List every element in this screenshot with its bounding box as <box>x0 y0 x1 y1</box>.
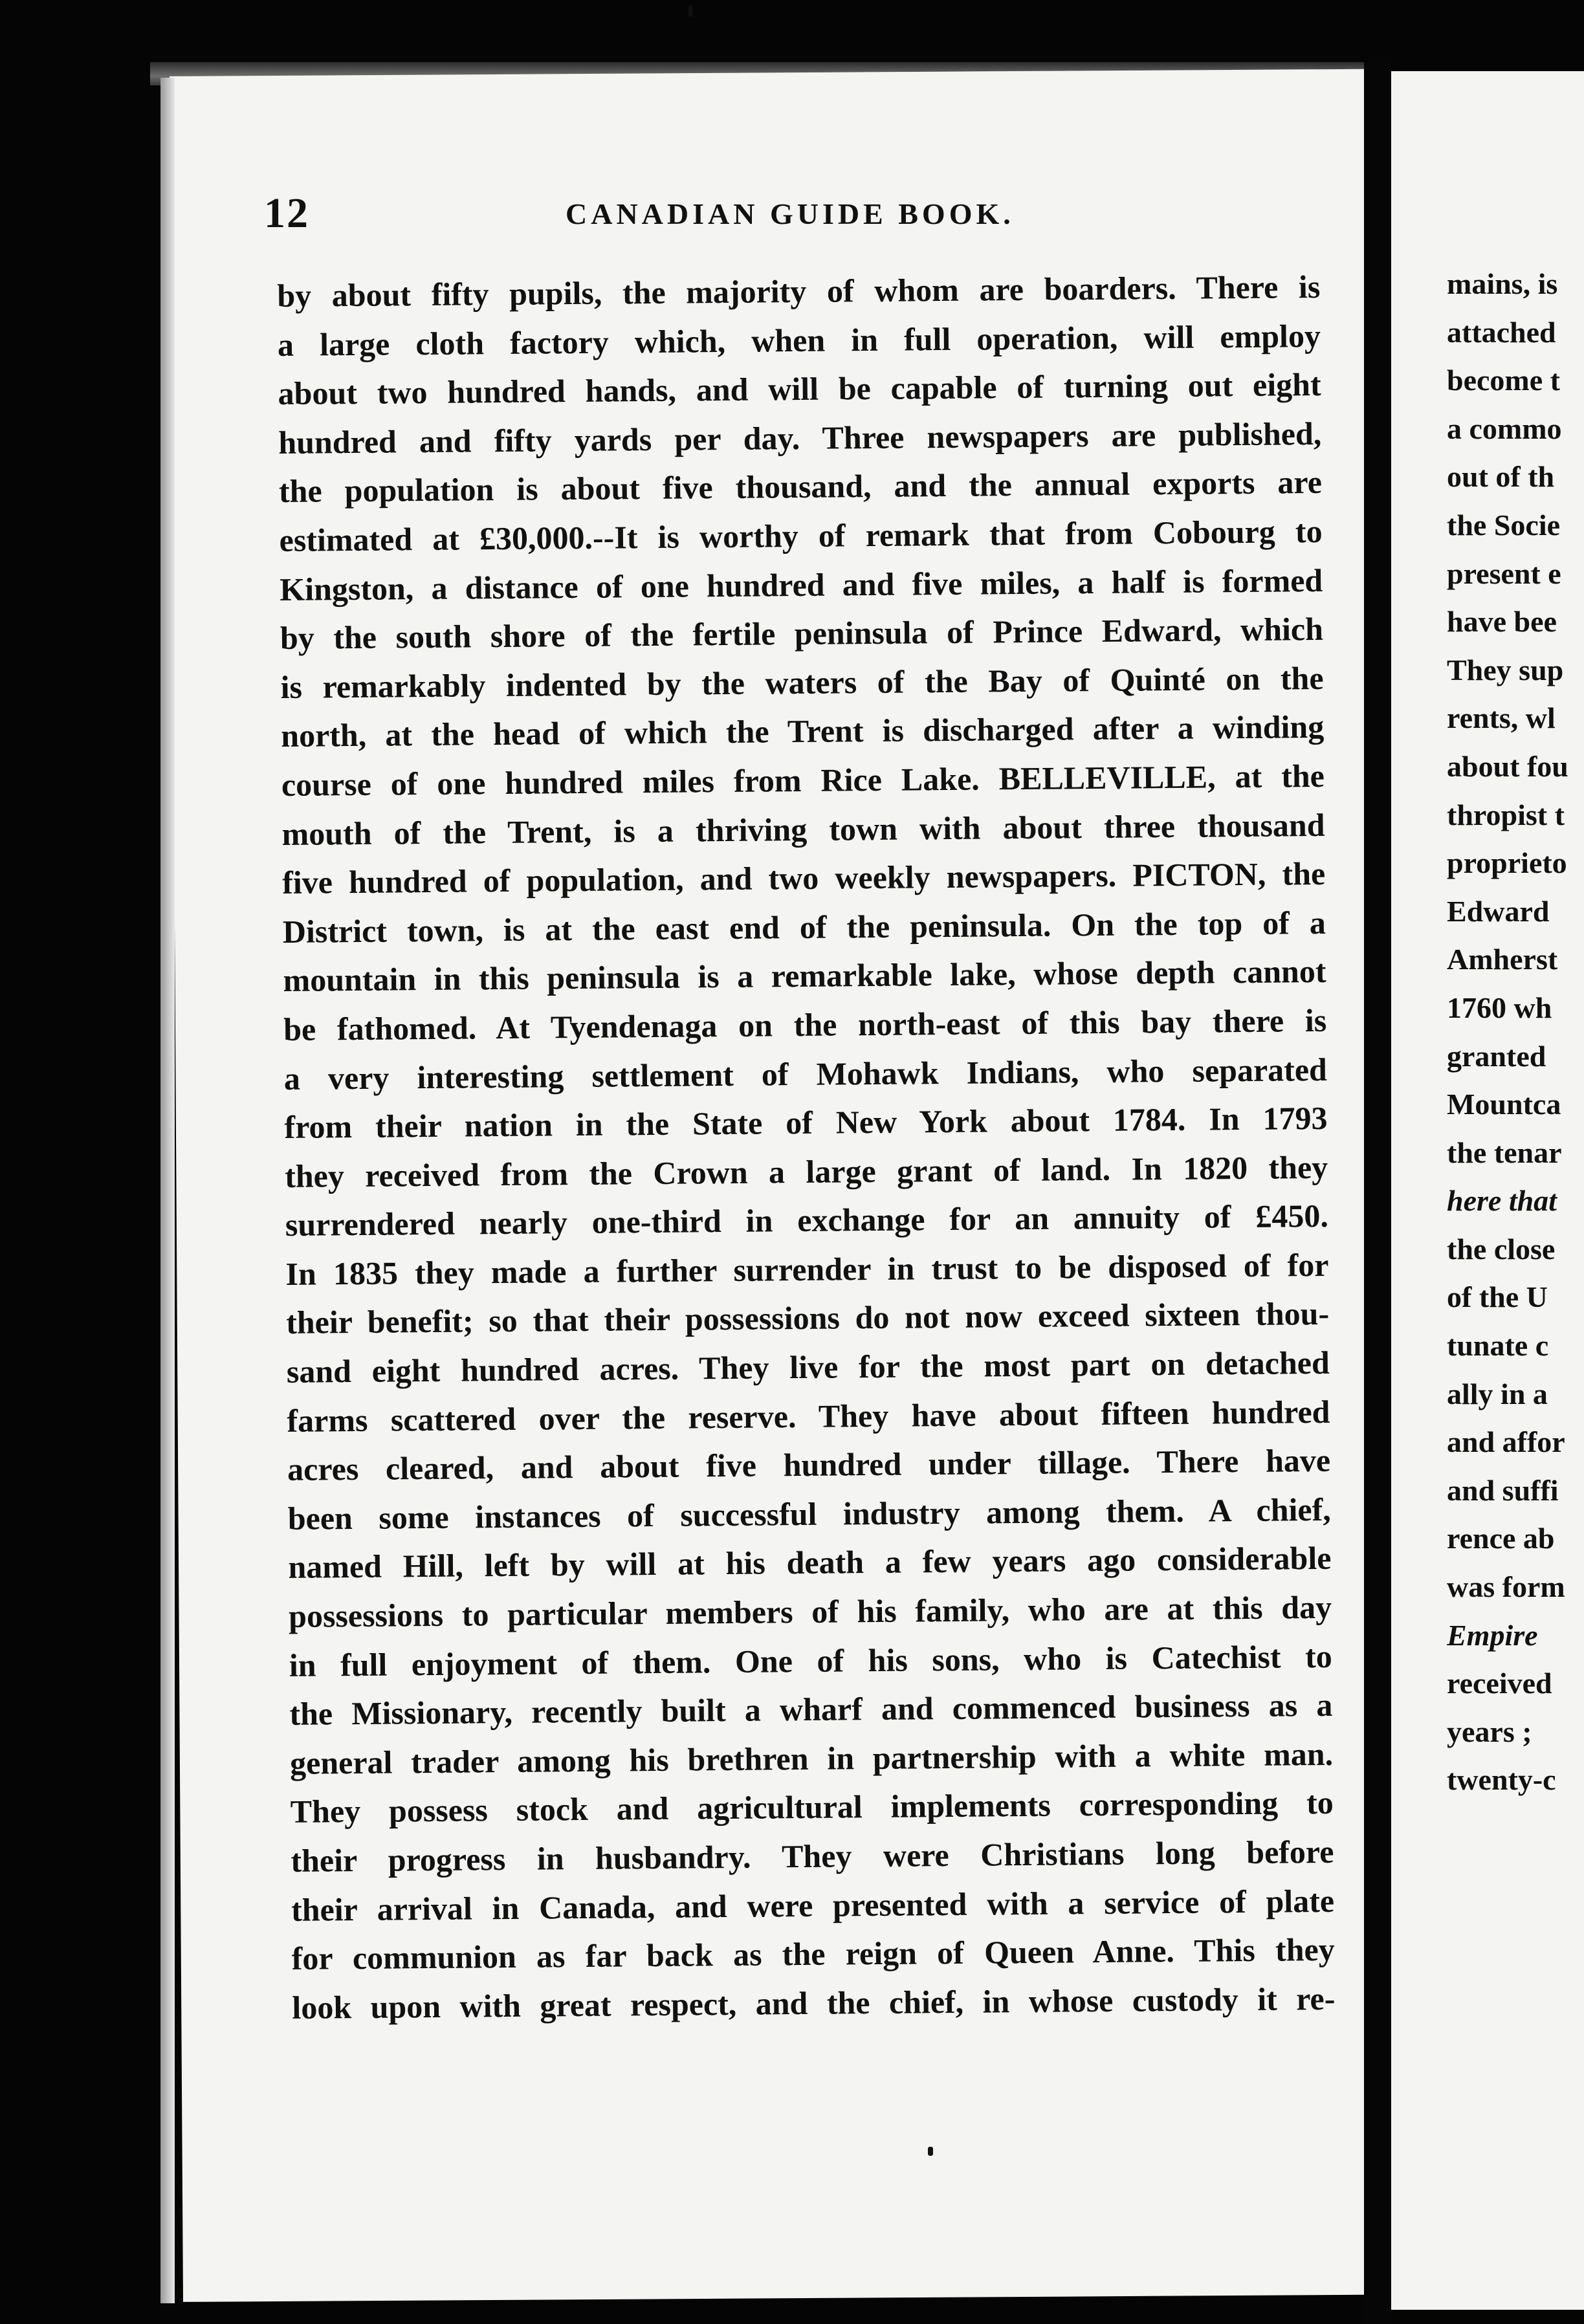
right-page-line: out of th <box>1447 460 1555 494</box>
text-line: possessions to particular members of his family, who are at this day <box>288 1588 1332 1634</box>
text-line: the population is about five thousand, and the annual exports are <box>278 464 1323 510</box>
text-line: by the south shore of the fertile peninsula of Prince Edward, which <box>280 611 1324 657</box>
text-line: from their nation in the State of New York about 1784. In 1793 <box>284 1099 1328 1146</box>
text-line: their benefit; so that their possessions do not now exceed sixteen thou- <box>285 1295 1330 1341</box>
right-page-line: 1760 wh <box>1447 991 1552 1024</box>
book-gutter <box>1364 62 1392 2324</box>
text-line: Kingston, a distance of one hundred and five miles, a half is formed <box>280 562 1323 608</box>
right-page-line: They sup <box>1447 653 1564 686</box>
right-page-line: a commo <box>1447 411 1562 445</box>
right-page-line: the Socie <box>1447 508 1561 542</box>
text-line: District town, is at the east end of the peninsula. On the top of a <box>282 904 1326 950</box>
right-page-line: tunate c <box>1447 1329 1549 1363</box>
page-number: 12 <box>264 190 309 237</box>
text-line: They possess stock and agricultural implements corresponding to <box>290 1784 1334 1830</box>
text-line: sand eight hundred acres. They live for the most part on detached <box>286 1344 1330 1390</box>
right-page-line: here that <box>1447 1184 1557 1218</box>
text-line: been some instances of successful industry among them. A chief, <box>287 1491 1331 1537</box>
right-page-line: twenty-c <box>1447 1763 1556 1797</box>
text-line: be fathomed. At Tyendenaga on the north-east of this bay there is <box>283 1002 1327 1047</box>
text-line: In 1835 they made a further surrender in trust to be disposed of for <box>285 1246 1329 1292</box>
text-line: north, at the head of which the Trent is discharged after a winding <box>281 708 1325 754</box>
text-line: surrendered nearly one-third in exchange for an annuity of £450. <box>285 1198 1329 1244</box>
right-page-line: the tenar <box>1447 1135 1562 1169</box>
right-page-line: mains, is <box>1447 267 1558 300</box>
text-line: estimated at £30,000.--It is worthy of remark that from Cobourg to <box>279 512 1323 558</box>
text-line: the Missionary, recently built a wharf and commenced business as a <box>289 1687 1333 1733</box>
text-line: mountain in this peninsula is a remarkable lake, whose depth cannot <box>283 953 1326 999</box>
text-line: look upon with great respect, and the chief, in whose custody it re- <box>292 1980 1336 2026</box>
right-page-line: Empire <box>1447 1618 1538 1652</box>
text-line: five hundred of population, and two weekly newspapers. PICTON, the <box>281 855 1326 901</box>
text-line: a very interesting settlement of Mohawk Indians, who separated <box>283 1051 1328 1097</box>
right-page-line: present e <box>1447 556 1561 590</box>
right-page-line: received <box>1447 1667 1552 1700</box>
right-page-line: become t <box>1447 364 1560 397</box>
text-line: hundred and fifty yards per day. Three newspapers are published, <box>278 415 1322 461</box>
right-page-line: have bee <box>1447 605 1557 639</box>
right-page-line: rence ab <box>1447 1522 1555 1555</box>
running-head <box>264 189 1364 241</box>
right-page-line: thropist t <box>1447 798 1565 831</box>
text-line: farms scattered over the reserve. They have about fifteen hundred <box>287 1393 1330 1439</box>
text-line: their progress in husbandry. They were Christians long before <box>291 1833 1334 1879</box>
right-page-line: Edward <box>1447 894 1550 928</box>
text-line: course of one hundred miles from Rice Lake. BELLEVILLE, at the <box>281 757 1325 803</box>
body-text <box>277 263 1336 2032</box>
text-line: mouth of the Trent, is a thriving town with about three thousand <box>281 806 1325 852</box>
text-line: named Hill, left by will at his death a few years ago considerable <box>288 1540 1332 1586</box>
text-line: for communion as far back as the reign of Queen Anne. This they <box>291 1931 1335 1977</box>
right-page-line: rents, wl <box>1447 701 1556 735</box>
ink-speck <box>688 5 692 17</box>
right-page-line: ally in a <box>1447 1377 1548 1410</box>
right-page-line: proprieto <box>1447 846 1567 880</box>
ink-speck <box>928 2147 933 2156</box>
right-page-line: and affor <box>1447 1425 1565 1459</box>
right-page-line: the close <box>1447 1232 1556 1266</box>
text-line: acres cleared, and about five hundred under tillage. There have <box>287 1442 1331 1488</box>
right-page-text <box>1447 260 1584 1804</box>
text-line: is remarkably indented by the waters of the Bay of Quinté on the <box>280 659 1324 705</box>
right-page-line: Amherst <box>1447 943 1558 976</box>
running-title: CANADIAN GUIDE BOOK. <box>566 197 1015 230</box>
page-fold-shadow <box>160 78 175 2303</box>
text-line: their arrival in Canada, and were presented with a service of plate <box>291 1882 1335 1928</box>
right-page-line: of the U <box>1447 1280 1548 1314</box>
right-page-line: and suffi <box>1447 1473 1559 1507</box>
right-page-line: years ; <box>1447 1715 1532 1748</box>
text-line: general trader among his brethren in partnership with a white man. <box>289 1735 1334 1781</box>
text-line: a large cloth factory which, when in full operation, will employ <box>277 317 1321 363</box>
text-line: about two hundred hands, and will be capable of turning out eight <box>278 366 1321 412</box>
right-page-line: about fou <box>1447 749 1568 783</box>
right-page-line: Mountca <box>1447 1088 1561 1121</box>
text-line: in full enjoyment of them. One of his sons, who is Catechist to <box>289 1638 1332 1683</box>
text-line: by about fifty pupils, the majority of whom are boarders. There is <box>277 268 1321 314</box>
text-line: they received from the Crown a large grant of land. In 1820 they <box>284 1148 1328 1194</box>
right-page-line: granted <box>1447 1039 1546 1073</box>
right-page-line: attached <box>1447 315 1556 349</box>
right-page-line: was form <box>1447 1570 1565 1604</box>
